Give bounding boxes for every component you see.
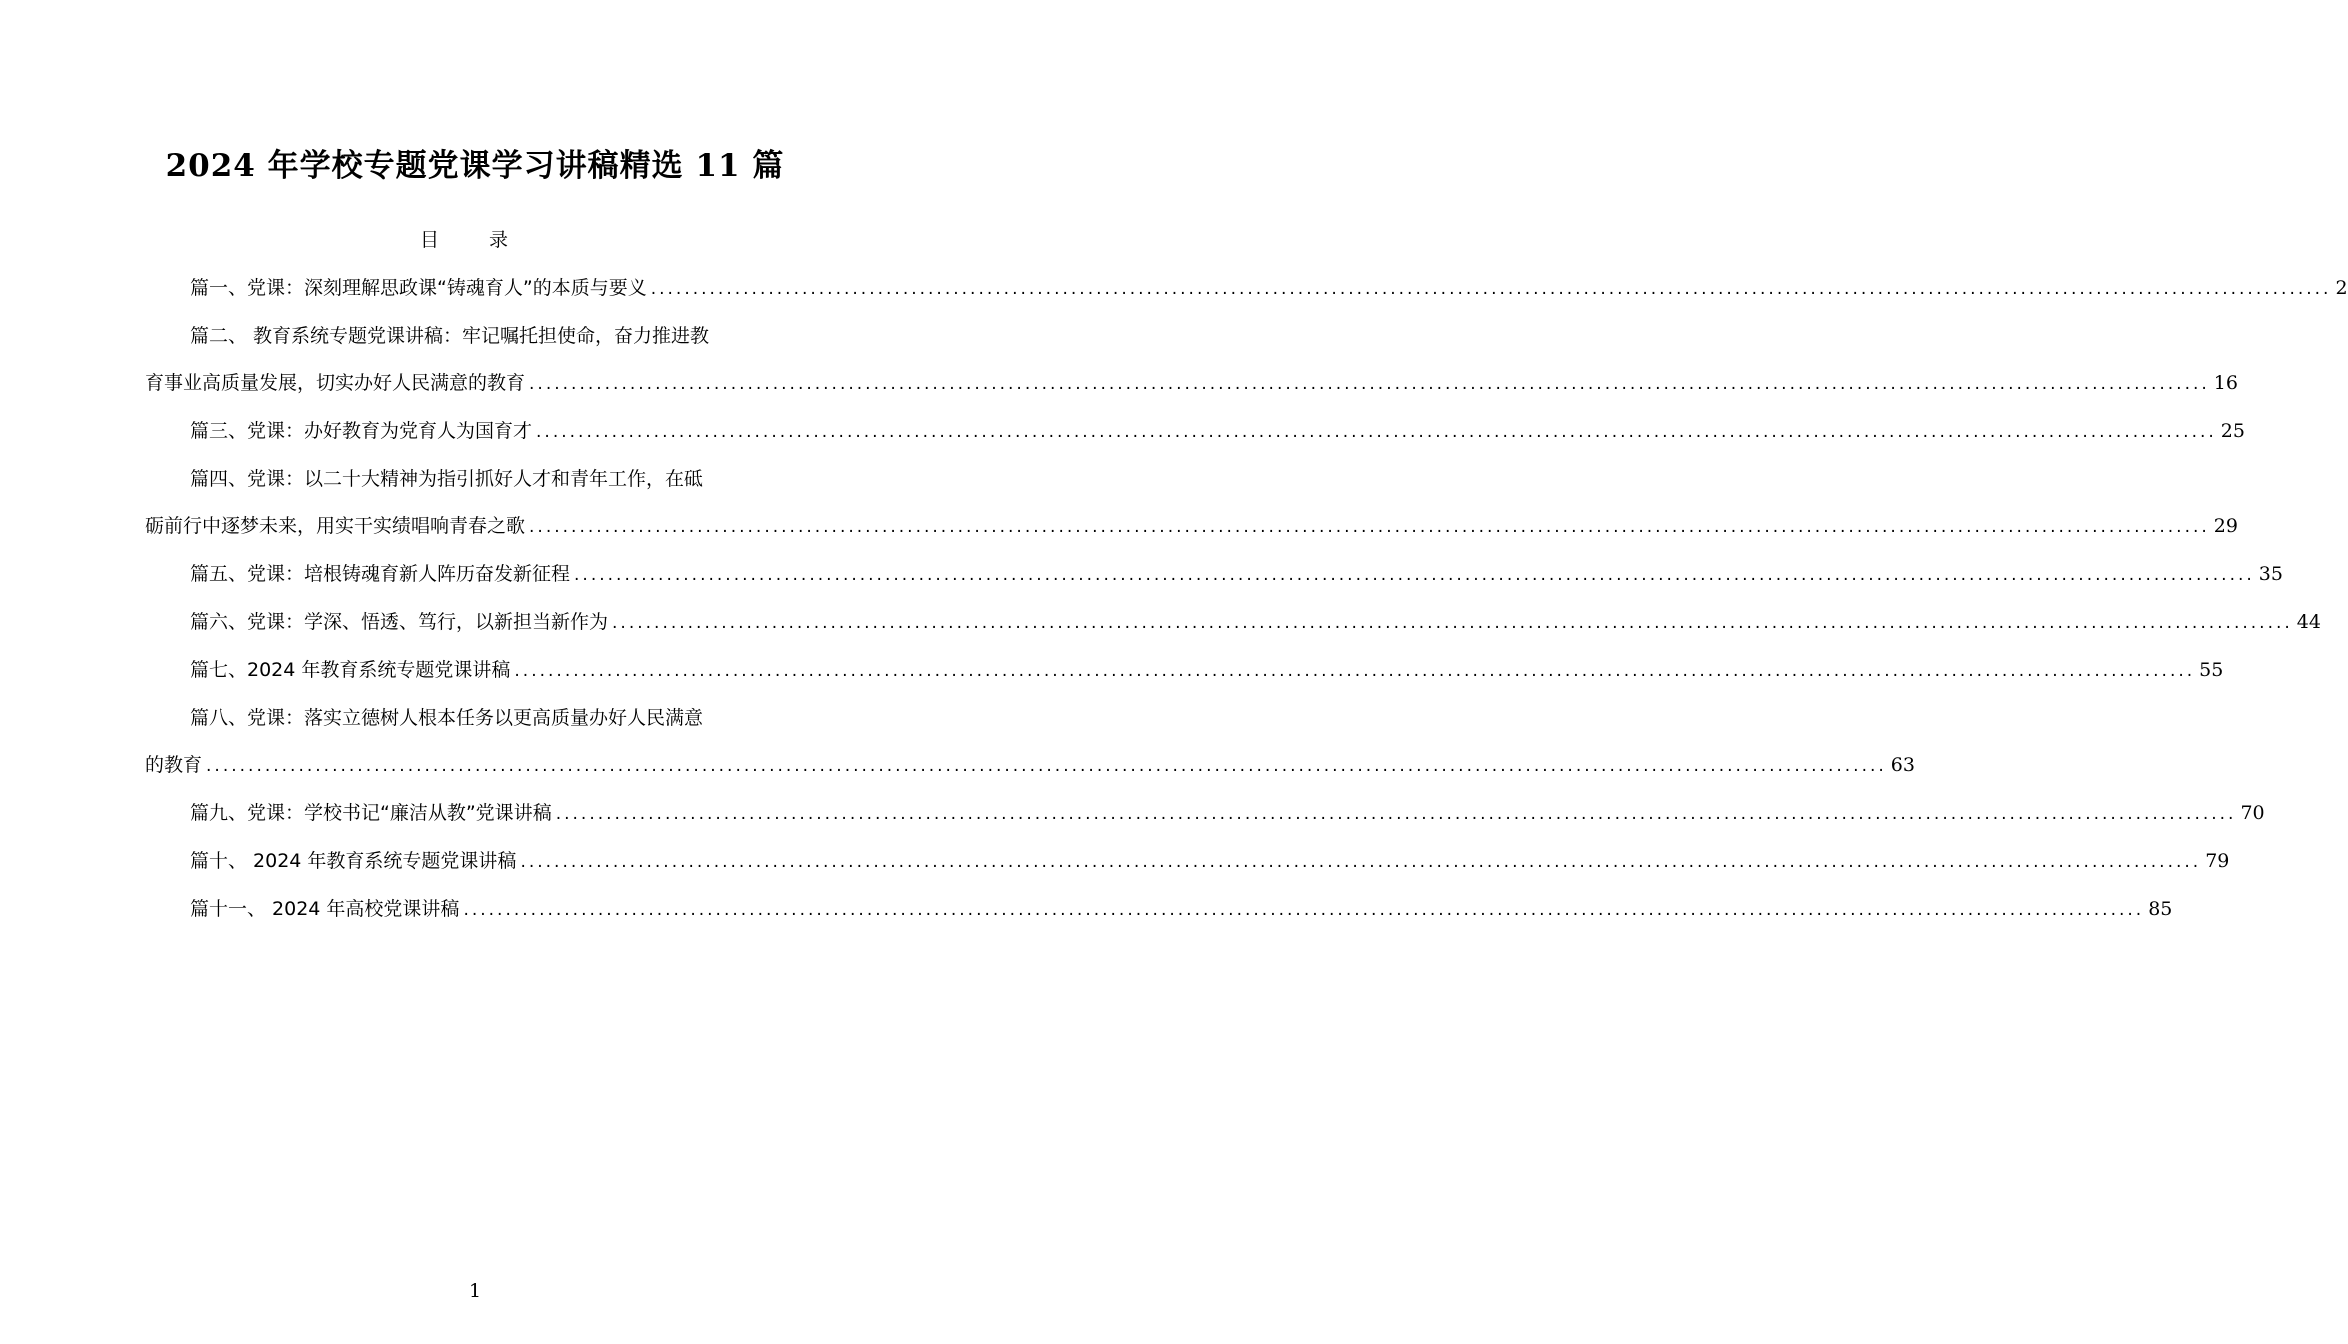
toc-entry[interactable] <box>145 408 2245 456</box>
toc-page-number: 35 <box>2258 563 2283 585</box>
table-of-contents <box>145 265 2348 934</box>
toc-entry[interactable] <box>145 695 1915 790</box>
toc-page-number: 16 <box>2213 372 2238 394</box>
toc-entry-line <box>145 456 802 503</box>
toc-entry-line <box>145 551 2283 599</box>
toc-entry[interactable] <box>145 551 2283 599</box>
toc-entry-text: 篇二、 教育系统专题党课讲稿：牢记嘱托担使命，奋力推进教 <box>190 325 710 347</box>
toc-entry-line <box>145 599 2321 647</box>
toc-heading: 目 录 <box>419 229 531 251</box>
toc-entry-line <box>145 408 2245 456</box>
toc-page-number: 29 <box>2213 515 2238 537</box>
toc-entry[interactable] <box>145 790 2265 838</box>
toc-page-number: 63 <box>1890 754 1915 776</box>
toc-entry-text: 砺前行中逐梦未来，用实干实绩唱响青春之歌 <box>145 515 526 537</box>
toc-entry-line <box>145 503 2238 551</box>
toc-entry-line <box>145 360 2238 408</box>
toc-leader-dots: ........................................................................................................................................................................................................ <box>574 565 2255 585</box>
toc-entry-text: 篇四、党课：以二十大精神为指引抓好人才和青年工作，在砥 <box>190 468 704 490</box>
toc-entry[interactable] <box>145 265 2348 313</box>
toc-entry-text: 篇九、党课：学校书记“廉洁从教”党课讲稿 <box>190 802 552 824</box>
toc-entry-line <box>145 886 2173 934</box>
toc-entry-text: 篇五、党课：培根铸魂育新人阵历奋发新征程 <box>190 563 571 585</box>
toc-entry[interactable] <box>145 647 2224 695</box>
toc-leader-dots: ........................................................................................................................................................................................................ <box>514 661 2196 681</box>
toc-page-number: 85 <box>2148 898 2173 920</box>
toc-leader-dots: ........................................................................................................................................................................................................ <box>463 900 2145 920</box>
toc-leader-dots: ........................................................................................................................................................................................................ <box>555 804 2237 824</box>
toc-entry-text: 育事业高质量发展，切实办好人民满意的教育 <box>145 372 526 394</box>
toc-entry[interactable] <box>145 599 2321 647</box>
toc-page-number: 55 <box>2199 659 2224 681</box>
document-title: 2024 年学校专题党课学习讲稿精选 11 篇 <box>165 148 785 184</box>
toc-leader-dots: ........................................................................................................................................................................................................ <box>650 279 2332 299</box>
toc-entry-line <box>145 265 2348 313</box>
toc-leader-dots: ........................................................................................................................................................................................................ <box>529 374 2210 394</box>
toc-entry-line <box>145 647 2224 695</box>
toc-entry-text: 篇一、党课：深刻理解思政课“铸魂育人”的本质与要义 <box>190 277 647 299</box>
toc-entry[interactable] <box>145 886 2173 934</box>
toc-leader-dots: ........................................................................................................................................................................................................ <box>612 613 2293 633</box>
toc-entry-text: 的教育 <box>145 754 203 776</box>
toc-entry-text: 篇七、2024 年教育系统专题党课讲稿 <box>190 659 511 681</box>
toc-entry[interactable] <box>145 456 2238 551</box>
toc-page-number: 70 <box>2240 802 2265 824</box>
page-number: 1 <box>468 1280 482 1302</box>
toc-entry-line <box>145 742 1915 790</box>
toc-entry-text: 篇十一、 2024 年高校党课讲稿 <box>190 898 460 920</box>
toc-page-number: 2 <box>2335 277 2348 299</box>
toc-leader-dots: ........................................................................................................................................................................................................ <box>529 517 2210 537</box>
toc-entry-line <box>145 313 802 360</box>
toc-page-number: 79 <box>2205 850 2230 872</box>
toc-entry[interactable] <box>145 313 2238 408</box>
toc-entry-text: 篇三、党课：办好教育为党育人为国育才 <box>190 420 533 442</box>
toc-entry-text: 篇八、党课：落实立德树人根本任务以更高质量办好人民满意 <box>190 707 704 729</box>
toc-entry-line <box>145 838 2230 886</box>
toc-leader-dots: ........................................................................................................................................................................................................ <box>520 852 2202 872</box>
toc-page-number: 25 <box>2220 420 2245 442</box>
toc-entry[interactable] <box>145 838 2230 886</box>
toc-page-number: 44 <box>2296 611 2321 633</box>
toc-entry-line <box>145 790 2265 838</box>
toc-entry-text: 篇十、 2024 年教育系统专题党课讲稿 <box>190 850 517 872</box>
toc-entry-line <box>145 695 802 742</box>
toc-entry-text: 篇六、党课：学深、悟透、笃行，以新担当新作为 <box>190 611 609 633</box>
toc-leader-dots: ........................................................................................................................................................................................................ <box>536 422 2217 442</box>
toc-leader-dots: ........................................................................................................................................................................................................ <box>206 756 1887 776</box>
